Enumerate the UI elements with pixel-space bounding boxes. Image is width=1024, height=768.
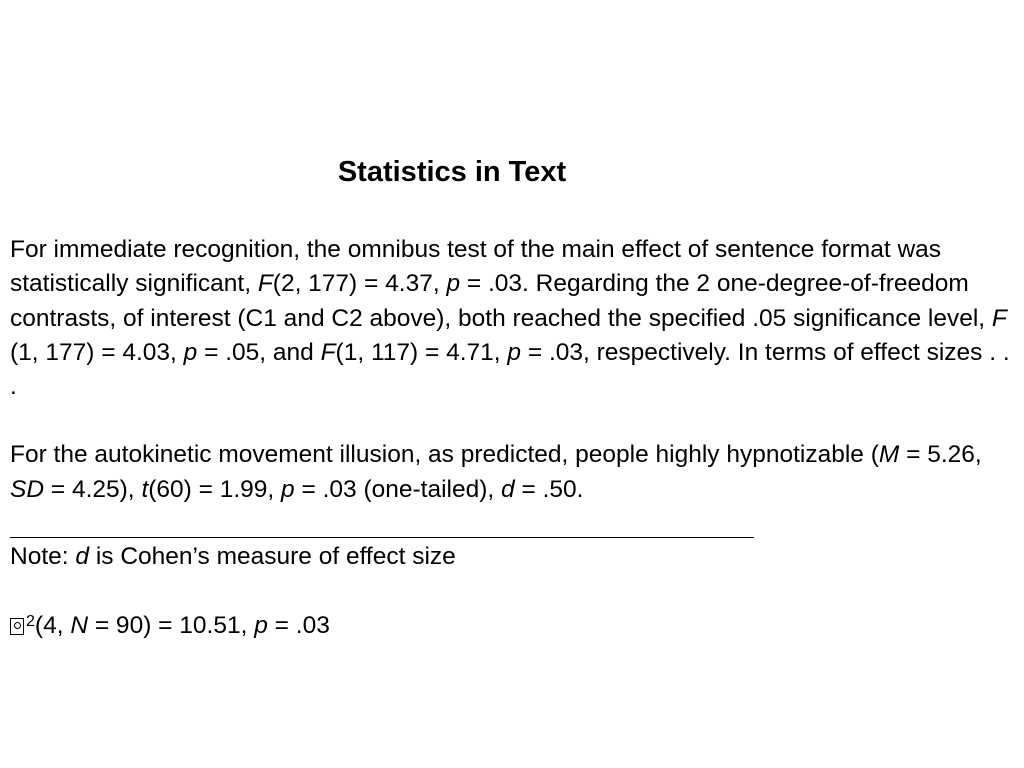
slide-title: Statistics in Text xyxy=(337,156,567,188)
stat-symbol-M: M xyxy=(878,441,900,469)
stat-symbol-F: F xyxy=(257,270,273,298)
note-label: Note: xyxy=(10,543,76,570)
stat-value: = .05, and xyxy=(197,338,321,366)
paragraph-spacer xyxy=(10,404,1016,438)
stat-symbol-p: p xyxy=(446,270,461,298)
note-divider xyxy=(10,537,754,538)
stat-symbol-d: d xyxy=(501,475,515,503)
stat-value: = .03, respectively. In terms of effect sizes . . . xyxy=(10,338,1010,401)
stat-value: = .50. xyxy=(514,475,584,503)
paragraph-immediate-recognition xyxy=(10,233,1016,404)
stat-value: (1, 117) = 4.71, xyxy=(335,338,508,366)
stat-symbol-p: p xyxy=(281,475,295,503)
stat-symbol-N: N xyxy=(70,612,89,639)
stat-symbol-p: p xyxy=(254,612,268,639)
note-text: is Cohen’s measure of effect size xyxy=(89,543,456,570)
stat-symbol-p: p xyxy=(183,338,198,366)
stat-symbol-F: F xyxy=(320,338,336,366)
stat-value: = .03. Regarding the 2 one-degree-of-freedom contrasts, of interest (C1 and C2 above), both reached the specified .05 significance level, xyxy=(10,270,992,332)
stat-value: (2, 177) = 4.37, xyxy=(272,270,447,298)
p2-lead: For the autokinetic movement illusion, as predicted, people highly hypnotizable ( xyxy=(10,441,879,469)
stat-value: (4, xyxy=(34,612,71,639)
stat-value: (1, 177) = 4.03, xyxy=(10,338,184,366)
p1-lead: For immediate recognition, the omnibus test of the main effect of sentence format was statistically significant, xyxy=(10,236,942,298)
stat-value: = 5.26, xyxy=(899,441,982,469)
missing-glyph-icon xyxy=(10,618,24,635)
slide-body xyxy=(10,233,1016,507)
stat-symbol-t: t xyxy=(141,475,149,503)
stat-symbol-p: p xyxy=(507,338,522,366)
stat-value: = 90) = 10.51, xyxy=(88,612,255,639)
superscript-2: 2 xyxy=(26,613,35,630)
chi-square-example xyxy=(10,609,330,643)
stat-value: = .03 (one-tailed), xyxy=(294,475,502,503)
paragraph-autokinetic xyxy=(10,438,1016,507)
footnote xyxy=(10,540,456,574)
stat-symbol-d: d xyxy=(75,543,90,570)
stat-value: = .03 xyxy=(267,612,330,639)
stat-symbol-F: F xyxy=(991,304,1007,332)
stat-value: = 4.25), xyxy=(44,475,142,503)
stat-symbol-SD: SD xyxy=(10,475,45,503)
stat-value: (60) = 1.99, xyxy=(148,475,282,503)
